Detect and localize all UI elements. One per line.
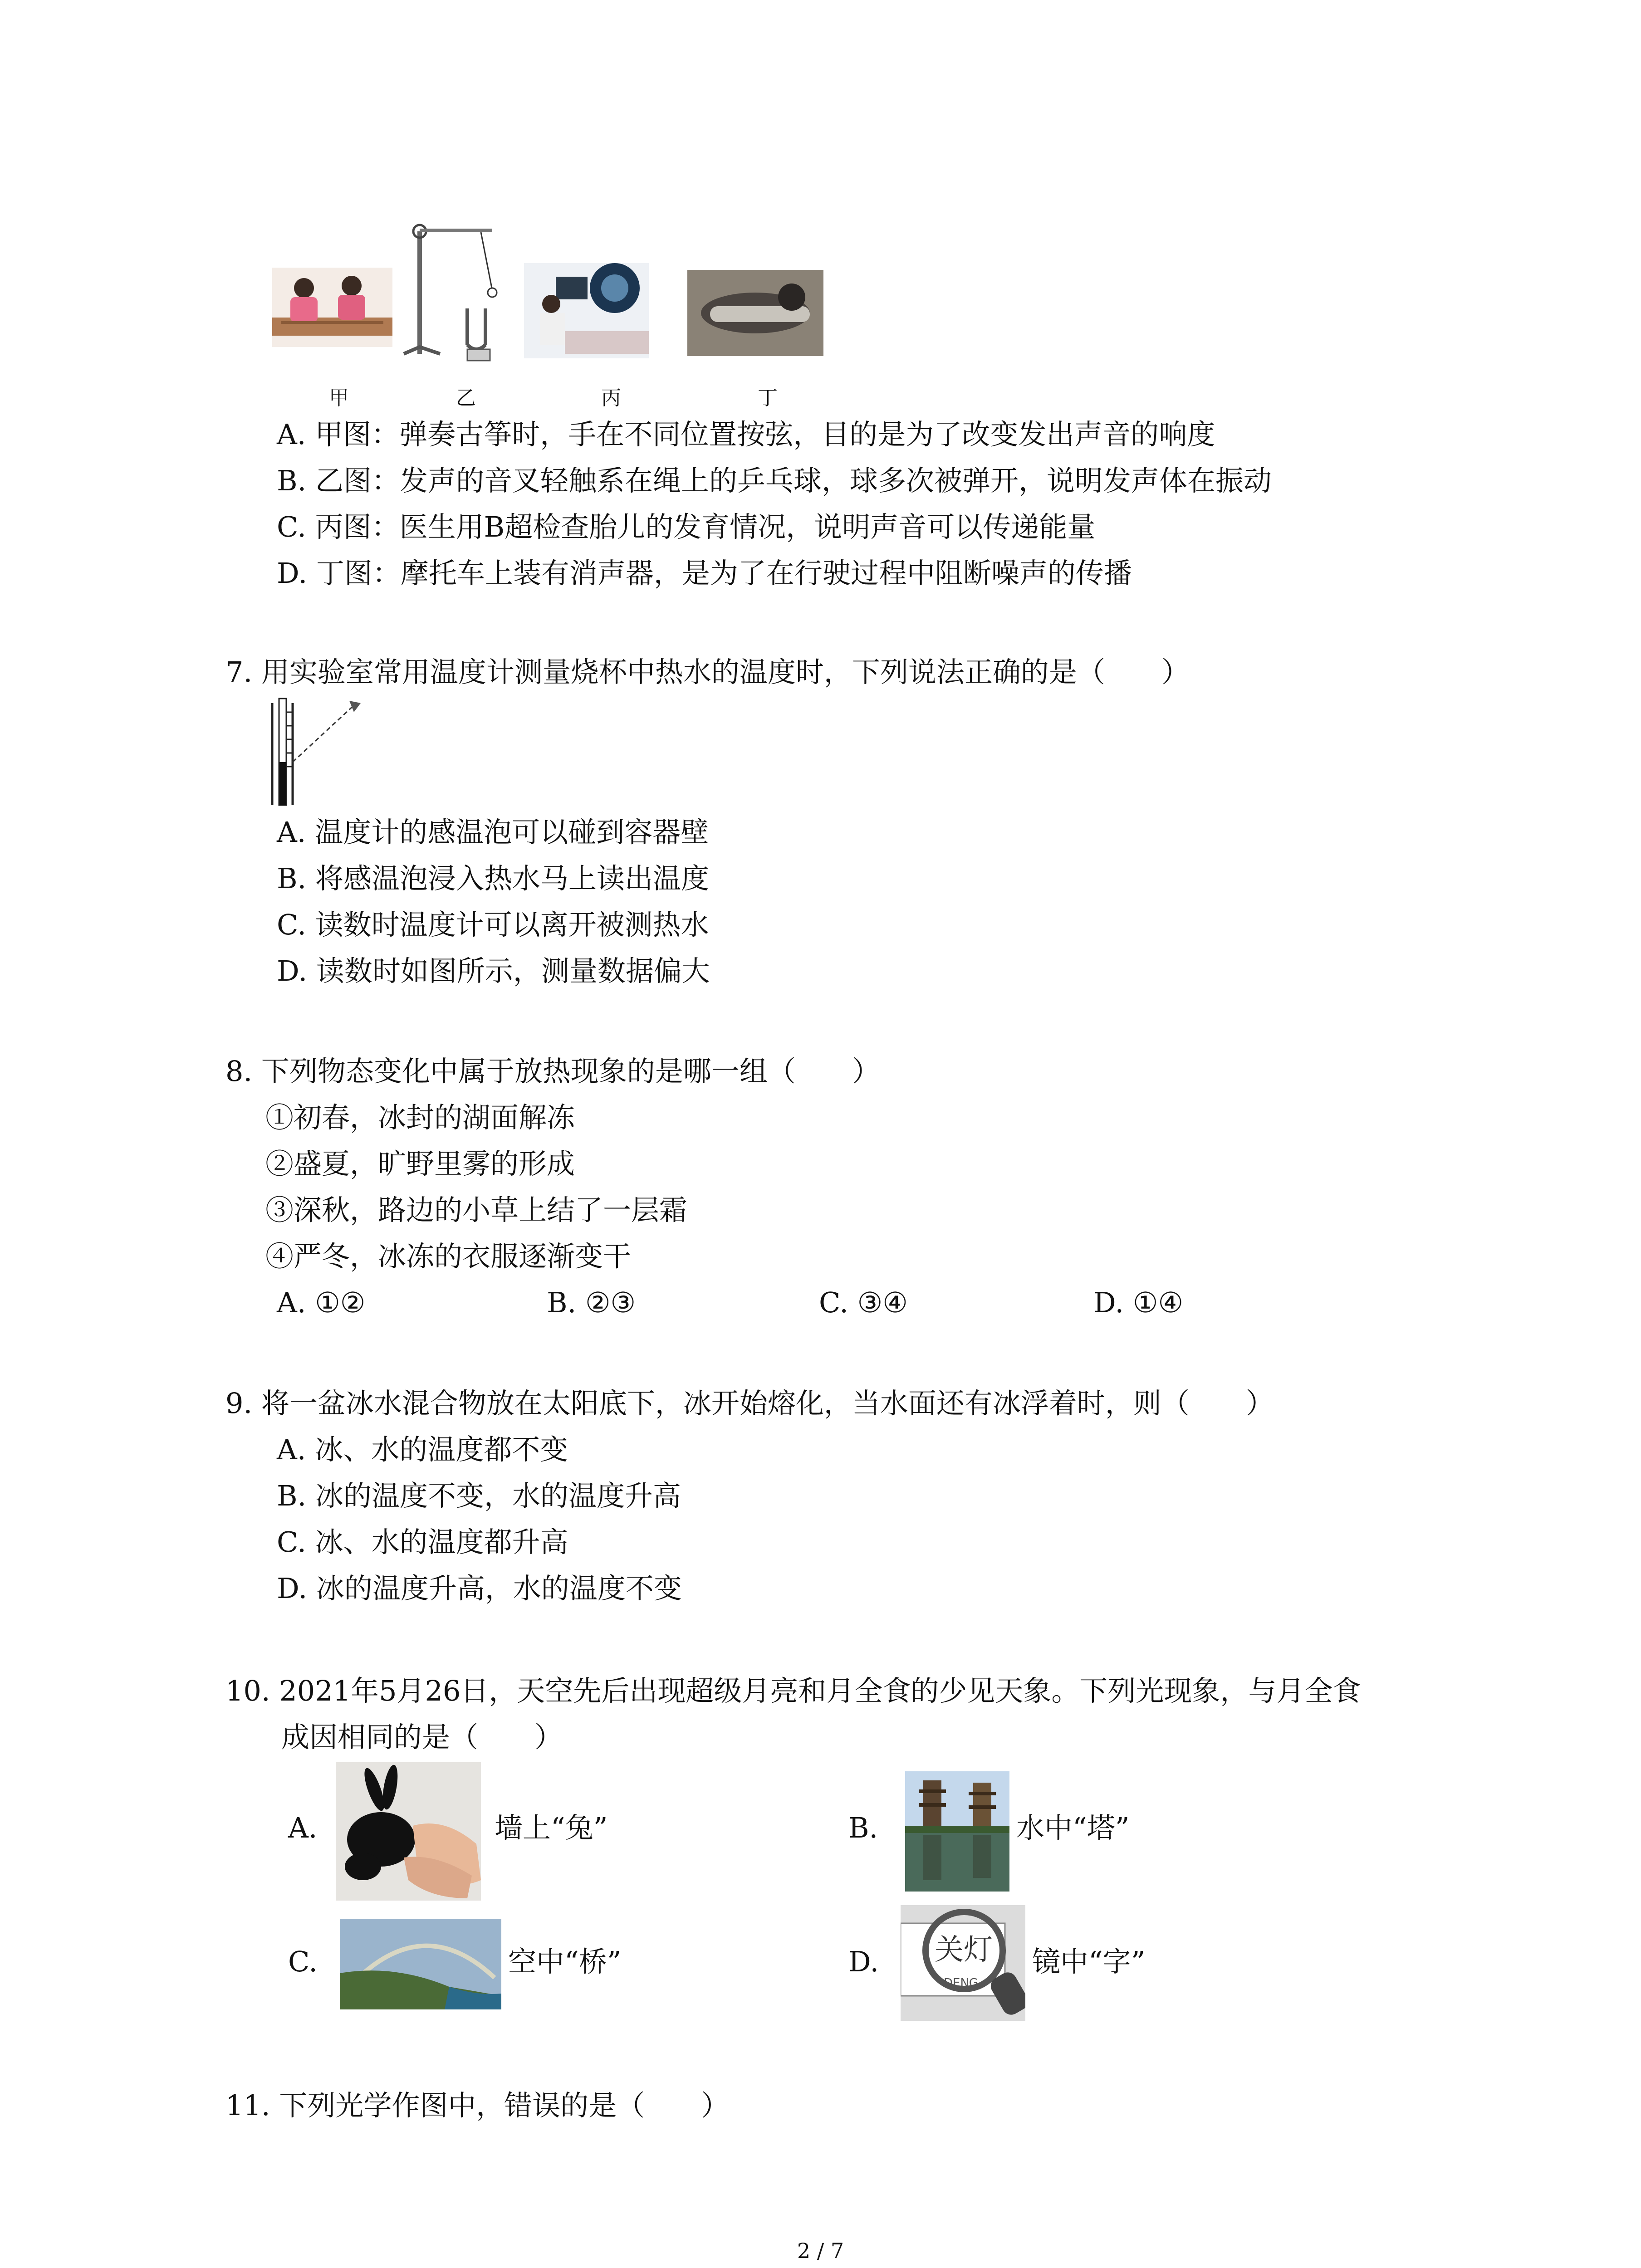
- q6-option-b: B. 乙图：发声的音叉轻触系在绳上的乒乓球，球多次被弹开，说明发声体在振动: [277, 464, 1272, 497]
- q10-option-a-letter: A.: [288, 1811, 318, 1844]
- q9-option-a: A. 冰、水的温度都不变: [277, 1433, 568, 1466]
- caption-ding: 丁: [758, 386, 778, 410]
- q11-stem: 11. 下列光学作图中，错误的是（ ）: [225, 2089, 730, 2122]
- q8-option-d: D. ①④: [1093, 1286, 1184, 1319]
- ultrasound-photo: [524, 263, 649, 358]
- magnifier-sign-photo: [901, 1905, 1025, 2021]
- q6-option-c: C. 丙图：医生用B超检查胎儿的发育情况，说明声音可以传递能量: [277, 510, 1096, 543]
- q8-item-1: ①初春，冰封的湖面解冻: [265, 1101, 575, 1134]
- pagoda-reflection-photo: [905, 1771, 1009, 1892]
- tuning-fork-stand: [399, 218, 535, 367]
- q8-option-b: B. ②③: [547, 1286, 636, 1319]
- motorcycle-muffler-photo: [687, 270, 823, 356]
- q10-option-c-label: 空中“桥”: [508, 1945, 622, 1978]
- caption-jia: 甲: [329, 386, 349, 410]
- rainbow-coast-photo: [340, 1919, 501, 2009]
- guzheng-photo: [272, 268, 392, 347]
- q8-option-a: A. ①②: [277, 1286, 366, 1319]
- q10-option-b-letter: B.: [848, 1811, 878, 1844]
- q10-stem-line2: 成因相同的是（ ）: [281, 1721, 563, 1754]
- q9-option-c: C. 冰、水的温度都升高: [277, 1525, 568, 1559]
- q10-option-c-letter: C.: [288, 1945, 318, 1978]
- q8-item-2: ②盛夏，旷野里雾的形成: [265, 1147, 575, 1180]
- q6-option-d: D. 丁图：摩托车上装有消声器，是为了在行驶过程中阻断噪声的传播: [277, 557, 1132, 590]
- q6-option-a: A. 甲图：弹奏古筝时，手在不同位置按弦，目的是为了改变发出声音的响度: [277, 418, 1215, 451]
- q8-item-4: ④严冬，冰冻的衣服逐渐变干: [265, 1240, 632, 1273]
- q9-stem: 9. 将一盆冰水混合物放在太阳底下，冰开始熔化，当水面还有冰浮着时，则（ ）: [225, 1387, 1274, 1420]
- q8-stem: 8. 下列物态变化中属于放热现象的是哪一组（ ）: [225, 1055, 880, 1088]
- q7-option-d: D. 读数时如图所示，测量数据偏大: [277, 954, 710, 987]
- caption-yi: 乙: [456, 386, 476, 410]
- q10-option-d-letter: D.: [848, 1945, 879, 1978]
- q10-stem-line1: 10. 2021年5月26日，天空先后出现超级月亮和月全食的少见天象。下列光现象，与月全食: [225, 1674, 1361, 1707]
- sign-text: 关灯: [935, 1933, 993, 1967]
- q7-option-a: A. 温度计的感温泡可以碰到容器壁: [277, 816, 709, 849]
- thermometer-diagram: [265, 694, 370, 807]
- q8-item-3: ③深秋，路边的小草上结了一层霜: [265, 1193, 688, 1227]
- q7-option-c: C. 读数时温度计可以离开被测热水: [277, 908, 709, 941]
- q10-option-d-label: 镜中“字”: [1032, 1945, 1146, 1978]
- q7-stem: 7. 用实验室常用温度计测量烧杯中热水的温度时，下列说法正确的是（ ）: [225, 655, 1190, 689]
- q8-option-c: C. ③④: [819, 1286, 908, 1319]
- caption-bing: 丙: [601, 386, 621, 410]
- q10-option-a-label: 墙上“兔”: [495, 1811, 608, 1844]
- q10-option-b-label: 水中“塔”: [1016, 1811, 1130, 1844]
- q7-option-b: B. 将感温泡浸入热水马上读出温度: [277, 862, 709, 895]
- q9-option-b: B. 冰的温度不变，水的温度升高: [277, 1479, 681, 1512]
- sign-small-text: DENG: [944, 1976, 979, 1990]
- rabbit-shadow-photo: [336, 1762, 481, 1901]
- page-number: 2 / 7: [797, 2239, 844, 2263]
- q9-option-d: D. 冰的温度升高，水的温度不变: [277, 1572, 682, 1605]
